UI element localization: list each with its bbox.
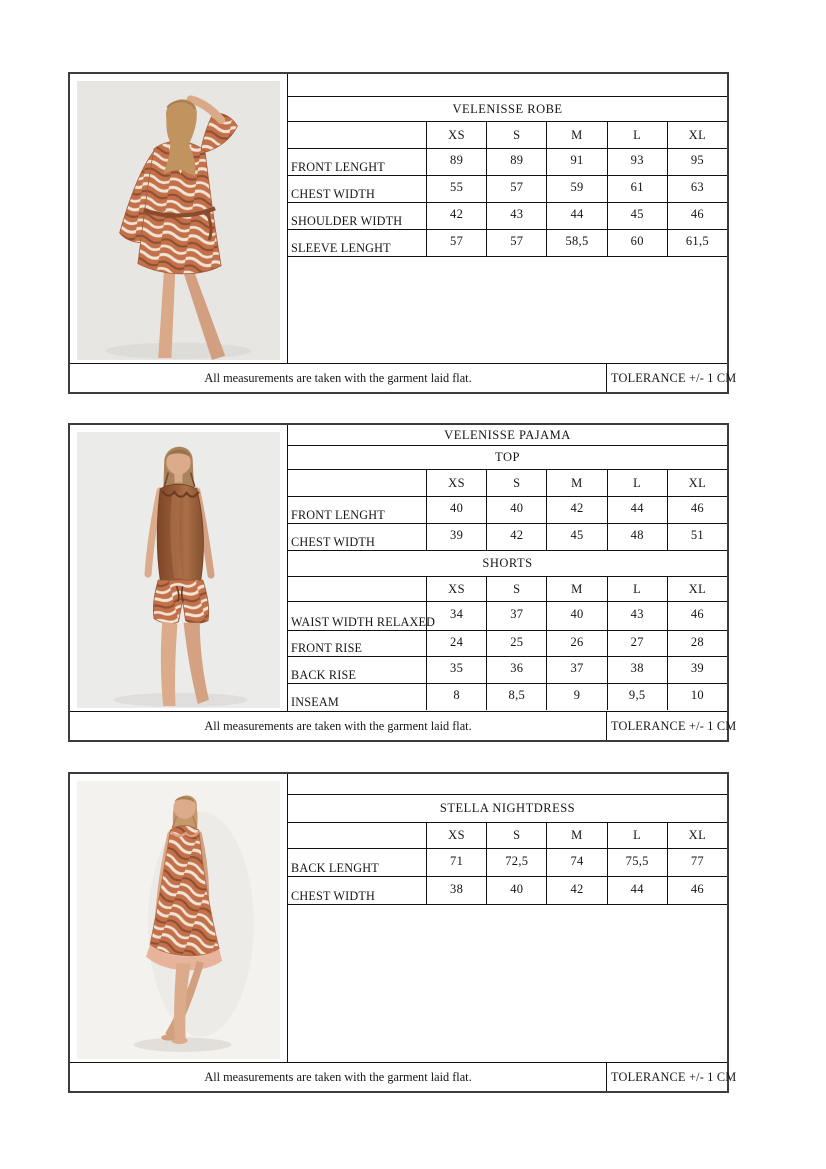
measure-value: 42 — [486, 524, 546, 550]
measure-row — [288, 849, 727, 877]
measure-value: 44 — [607, 877, 667, 904]
measure-value: 43 — [486, 203, 546, 229]
measure-value: 89 — [486, 149, 546, 175]
measure-value: 44 — [546, 203, 606, 229]
empty-header-cell — [288, 122, 426, 148]
size-header-cell: XL — [667, 577, 727, 601]
section-title: TOP — [288, 446, 727, 470]
product-photo-robe — [77, 81, 280, 360]
measure-row — [288, 230, 727, 257]
measure-row — [288, 657, 727, 684]
measure-value: 93 — [607, 149, 667, 175]
measure-value: 37 — [546, 657, 606, 683]
size-header-row — [288, 470, 727, 497]
measure-value: 60 — [607, 230, 667, 256]
measure-row — [288, 602, 727, 631]
measure-value: 46 — [667, 203, 727, 229]
empty-header-cell — [288, 823, 426, 848]
measure-value: 91 — [546, 149, 606, 175]
footer-bar — [70, 1062, 737, 1091]
measure-row — [288, 877, 727, 905]
measure-label: INSEAM — [291, 695, 339, 710]
measure-label: SLEEVE LENGHT — [291, 241, 391, 256]
measure-value: 61 — [607, 176, 667, 202]
size-header-cell: XL — [667, 122, 727, 148]
table-title: VELENISSE PAJAMA — [288, 425, 727, 446]
measure-value: 36 — [486, 657, 546, 683]
measure-value: 45 — [607, 203, 667, 229]
measure-label: CHEST WIDTH — [291, 889, 376, 904]
size-header-cell: S — [486, 122, 546, 148]
size-chart-block-nightdress — [68, 772, 737, 1093]
measure-value: 57 — [426, 230, 486, 256]
size-header-row — [288, 122, 727, 149]
size-header-row — [288, 823, 727, 849]
measurement-note: All measurements are taken with the garment laid flat. — [204, 718, 472, 733]
measure-value: 37 — [486, 602, 546, 630]
measure-value: 40 — [426, 497, 486, 523]
measure-label: SHOULDER WIDTH — [291, 214, 403, 229]
measure-value: 48 — [607, 524, 667, 550]
measure-value: 26 — [546, 631, 606, 656]
photo-pane-pajama — [70, 425, 288, 711]
spacer-row — [288, 74, 727, 97]
nightdress-photo-illustration — [77, 781, 280, 1059]
size-header-cell: XS — [426, 577, 486, 601]
measure-value: 61,5 — [667, 230, 727, 256]
tolerance-cell: TOLERANCE +/- 1 CM — [606, 364, 727, 392]
spacer-row — [288, 774, 727, 795]
measure-value: 74 — [546, 849, 606, 876]
measure-value: 34 — [426, 602, 486, 630]
measurement-note: All measurements are taken with the garment laid flat. — [204, 370, 472, 385]
size-header-cell: L — [607, 470, 667, 496]
size-header-cell: L — [607, 823, 667, 848]
size-header-cell: S — [486, 470, 546, 496]
size-table-pajama — [288, 425, 727, 710]
measure-value: 28 — [667, 631, 727, 656]
size-header-cell: S — [486, 823, 546, 848]
measure-value: 25 — [486, 631, 546, 656]
size-header-cell: XL — [667, 470, 727, 496]
size-header-cell: M — [546, 470, 606, 496]
measure-row — [288, 631, 727, 657]
size-header-cell: M — [546, 122, 606, 148]
measure-value: 44 — [607, 497, 667, 523]
measure-label: FRONT RISE — [291, 641, 363, 656]
measure-value: 38 — [607, 657, 667, 683]
measure-value: 58,5 — [546, 230, 606, 256]
measure-value: 40 — [486, 877, 546, 904]
measure-value: 9,5 — [607, 684, 667, 710]
measure-value: 77 — [667, 849, 727, 876]
measure-row — [288, 149, 727, 176]
size-header-row — [288, 577, 727, 602]
size-header-cell: XL — [667, 823, 727, 848]
measure-value: 46 — [667, 497, 727, 523]
size-header-cell: XS — [426, 470, 486, 496]
measure-row — [288, 203, 727, 230]
measure-row — [288, 497, 727, 524]
measure-value: 95 — [667, 149, 727, 175]
measure-value: 9 — [546, 684, 606, 710]
empty-header-cell — [288, 577, 426, 601]
measure-value: 46 — [667, 877, 727, 904]
table-title: STELLA NIGHTDRESS — [288, 795, 727, 823]
measure-value: 42 — [546, 877, 606, 904]
measure-value: 72,5 — [486, 849, 546, 876]
measure-value: 8 — [426, 684, 486, 710]
product-photo-pajama — [77, 432, 280, 708]
measure-label: BACK LENGHT — [291, 861, 379, 876]
measure-label: CHEST WIDTH — [291, 187, 376, 202]
measure-value: 39 — [667, 657, 727, 683]
tolerance-cell: TOLERANCE +/- 1 CM — [606, 712, 727, 740]
size-header-cell: L — [607, 577, 667, 601]
size-header-cell: M — [546, 823, 606, 848]
size-table-robe — [288, 74, 727, 257]
footer-bar — [70, 711, 737, 740]
measure-row — [288, 524, 727, 551]
measure-value: 71 — [426, 849, 486, 876]
measure-value: 45 — [546, 524, 606, 550]
measure-value: 38 — [426, 877, 486, 904]
table-title: VELENISSE ROBE — [288, 97, 727, 122]
measure-value: 42 — [546, 497, 606, 523]
footer-bar — [70, 363, 737, 392]
size-header-cell: L — [607, 122, 667, 148]
size-header-cell: XS — [426, 122, 486, 148]
measure-value: 46 — [667, 602, 727, 630]
pajama-photo-illustration — [77, 432, 280, 708]
measure-value: 27 — [607, 631, 667, 656]
measure-value: 40 — [546, 602, 606, 630]
size-header-cell: M — [546, 577, 606, 601]
measure-value: 89 — [426, 149, 486, 175]
measure-value: 10 — [667, 684, 727, 710]
size-chart-block-pajama — [68, 423, 737, 742]
photo-pane-nightdress — [70, 774, 288, 1062]
size-table-nightdress — [288, 774, 727, 905]
measure-value: 24 — [426, 631, 486, 656]
measure-row — [288, 176, 727, 203]
measure-value: 42 — [426, 203, 486, 229]
measure-value: 57 — [486, 176, 546, 202]
measure-value: 39 — [426, 524, 486, 550]
measure-value: 8,5 — [486, 684, 546, 710]
measure-label: FRONT LENGHT — [291, 160, 385, 175]
photo-pane-robe — [70, 74, 288, 363]
robe-photo-illustration — [77, 81, 280, 360]
measure-label: FRONT LENGHT — [291, 508, 385, 523]
measure-value: 51 — [667, 524, 727, 550]
measure-row — [288, 684, 727, 710]
measure-value: 55 — [426, 176, 486, 202]
measure-value: 43 — [607, 602, 667, 630]
measure-label: WAIST WIDTH RELAXED — [291, 615, 436, 630]
measure-value: 63 — [667, 176, 727, 202]
measure-value: 59 — [546, 176, 606, 202]
measure-value: 57 — [486, 230, 546, 256]
measure-label: CHEST WIDTH — [291, 535, 376, 550]
empty-header-cell — [288, 470, 426, 496]
section-title: SHORTS — [288, 551, 727, 577]
product-photo-nightdress — [77, 781, 280, 1059]
measure-value: 40 — [486, 497, 546, 523]
measure-value: 75,5 — [607, 849, 667, 876]
size-chart-block-robe — [68, 72, 737, 394]
tolerance-cell: TOLERANCE +/- 1 CM — [606, 1063, 727, 1091]
size-header-cell: XS — [426, 823, 486, 848]
measure-label: BACK RISE — [291, 668, 357, 683]
measurement-note: All measurements are taken with the garment laid flat. — [204, 1069, 472, 1084]
size-header-cell: S — [486, 577, 546, 601]
measure-value: 35 — [426, 657, 486, 683]
